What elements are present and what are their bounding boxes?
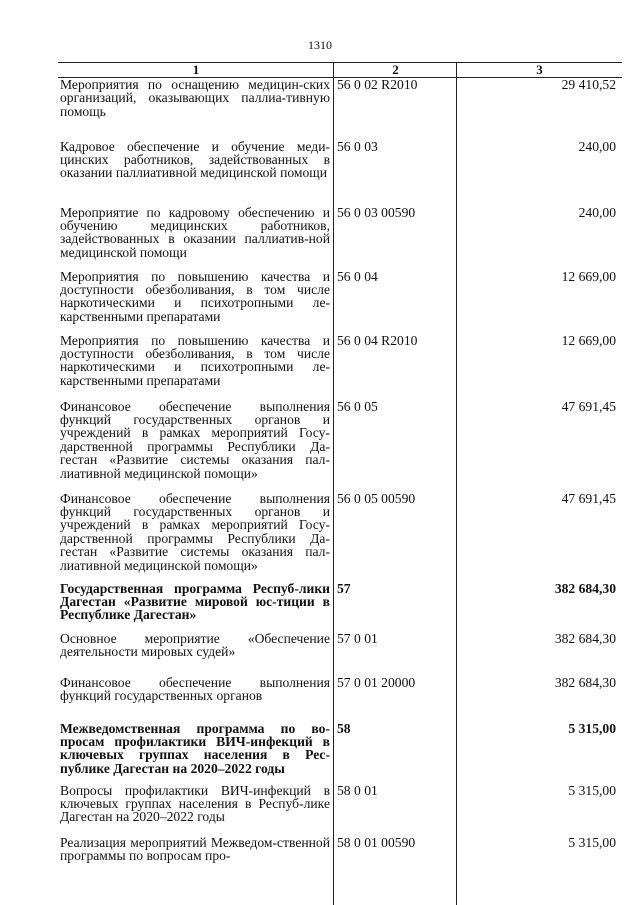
row-amount: 382 684,30 [554,674,616,690]
table-row [58,400,622,492]
row-amount: 5 315,00 [568,834,616,850]
row-code: 57 [337,580,351,596]
row-name: Мероприятия по повышению качества и доступности обезболивания, в том числе наркотическими и психотропными ле-карственными препаратами [60,332,330,388]
table-row [58,140,622,206]
row-amount: 5 315,00 [568,782,616,798]
row-amount: 240,00 [578,204,616,220]
row-amount: 12 669,00 [561,268,616,284]
row-amount: 382 684,30 [554,630,616,646]
row-code: 56 0 03 [337,138,378,154]
column-header-2: 2 [334,63,457,78]
row-name: Мероприятие по кадровому обеспечению и обучению медицинских работников, задействованных в оказании паллиатив-ной медицинской помощи [60,204,330,260]
row-amount: 5 315,00 [568,720,616,736]
column-header-1: 1 [58,63,334,78]
page-number: 1310 [308,38,332,52]
table-row [58,492,622,582]
table-header-row [58,63,622,78]
row-code: 57 0 01 [337,630,378,646]
row-name: Мероприятия по оснащению медицин-ских организаций, оказывающих паллиа-тивную помощь [60,77,330,119]
row-name: Межведомственная программа по во-просам профилактики ВИЧ-инфекций в ключевых группах населения в Рес-публике Дагестан на 2020–2022 годы [60,720,330,776]
table-row [58,206,622,270]
row-code: 56 0 05 00590 [337,490,416,506]
row-code: 56 0 04 [337,268,378,284]
table-row [58,722,622,784]
row-amount: 12 669,00 [561,332,616,348]
budget-table [58,62,622,870]
row-code: 57 0 01 20000 [337,674,416,690]
table-row [58,784,622,836]
row-name: Основное мероприятие «Обеспечение деятельности мировых судей» [60,630,330,659]
row-code: 56 0 05 [337,398,378,414]
row-code: 56 0 02 R2010 [337,77,418,92]
row-amount: 47 691,45 [561,398,616,414]
row-name: Финансовое обеспечение выполнения функций государственных органов и учреждений в рамках мероприятий Госу-дарственной программы Республики Да-гестан «Развитие системы оказания пал-лиативной медицинской помощи» [60,490,330,573]
row-amount: 47 691,45 [561,490,616,506]
row-amount: 382 684,30 [554,580,616,596]
row-code: 58 0 01 [337,782,378,798]
row-name: Реализация мероприятий Межведом-ственной программы по вопросам про- [60,834,330,863]
table-row [58,676,622,722]
row-code: 56 0 04 R2010 [337,332,418,348]
row-name: Финансовое обеспечение выполнения функций государственных органов [60,674,330,703]
table-body [58,78,622,870]
column-header-3: 3 [457,63,622,78]
table-row [58,270,622,334]
budget-table-container [58,62,622,905]
row-name: Мероприятия по повышению качества и доступности обезболивания, в том числе наркотическими и психотропными ле-карственными препаратами [60,268,330,324]
table-row [58,582,622,632]
row-name: Государственная программа Респуб-лики Дагестан «Развитие мировой юс-тиции в Республике Дагестан» [60,580,330,623]
row-name: Кадровое обеспечение и обучение меди-цинских работников, задействованных в оказании паллиативной медицинской помощи [60,138,330,181]
row-amount: 240,00 [578,138,616,154]
table-row [58,632,622,676]
row-code: 58 0 01 00590 [337,834,416,850]
table-row [58,334,622,400]
row-code: 58 [337,720,351,736]
table-row [58,836,622,870]
row-code: 56 0 03 00590 [337,204,416,220]
row-amount: 29 410,52 [561,77,616,92]
row-name: Финансовое обеспечение выполнения функций государственных органов и учреждений в рамках мероприятий Госу-дарственной программы Республики Да-гестан «Развитие системы оказания пал-лиативной медицинской помощи» [60,398,330,481]
row-name: Вопросы профилактики ВИЧ-инфекций в ключевых группах населения в Респуб-лике Дагестан на 2020–2022 годы [60,782,330,825]
table-row [58,78,622,140]
